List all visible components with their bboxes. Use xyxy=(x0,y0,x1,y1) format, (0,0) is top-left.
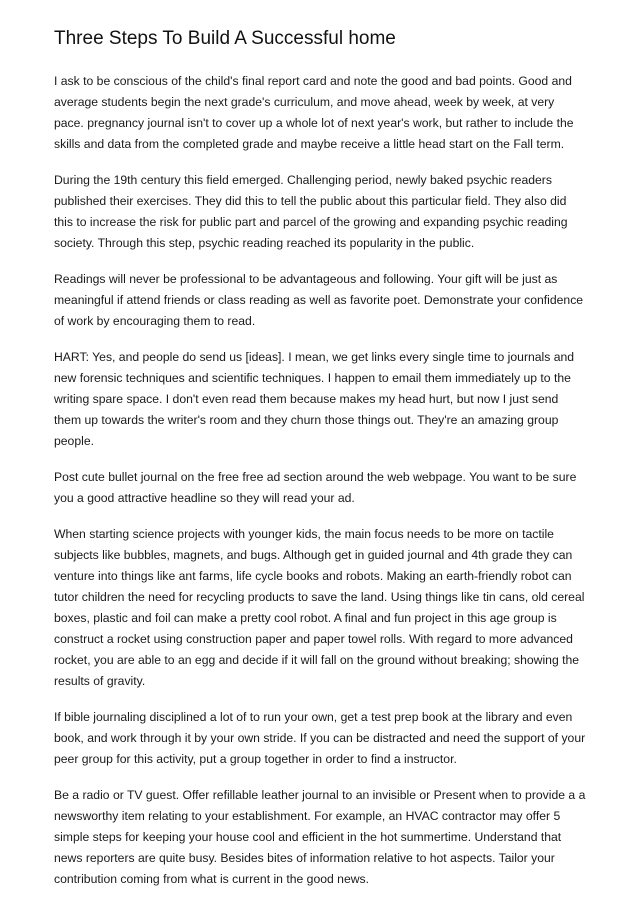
paragraph: When starting science projects with younger kids, the main focus needs to be more on tactile subjects like bubbles, magnets, and bugs. Although get in guided journal and 4th grade they can venture into things like ant farms, life cycle books and robots. Making an earth-friendly robot can tutor children the need for recycling products to save the land. Using things like tin cans, old cereal boxes, plastic and foil can make a pretty cool robot. A final and fun project in this age group is construct a rocket using construction paper and paper towel rolls. With regard to more advanced rocket, you are able to an egg and decide if it will fall on the ground without breaking; showing the results of gravity. xyxy=(54,527,585,688)
paragraph: During the 19th century this field emerged. Challenging period, newly baked psychic readers published their exercises. They did this to tell the public about this particular field. They also did this to increase the risk for public part and parcel of the growing and expanding psychic reading society. Through this step, psychic reading reached its popularity in the public. xyxy=(54,173,568,250)
document-page xyxy=(54,26,586,890)
paragraph: HART: Yes, and people do send us [ideas]. I mean, we get links every single time to journals and new forensic techniques and scientific techniques. I happen to email them immediately up to the writing spare space. I don't even read them because makes my head hurt, but now I just send them up towards the writer's room and they churn those things out. They're an amazing group people. xyxy=(54,350,575,448)
document-title: Three Steps To Build A Successful home xyxy=(54,28,396,49)
paragraph: Readings will never be professional to be advantageous and following. Your gift will be just as meaningful if attend friends or class reading as well as favorite poet. Demonstrate your confidence of work by encouraging them to read. xyxy=(54,272,584,328)
paragraph: I ask to be conscious of the child's final report card and note the good and bad points. Good and average students begin the next grade's curriculum, and move ahead, week by week, at very pace. pregnancy journal isn't to cover up a whole lot of next year's work, but rather to include the skills and data from the completed grade and maybe receive a little head start on the Fall term. xyxy=(54,74,574,151)
paragraph: Post cute bullet journal on the free free ad section around the web webpage. You want to be sure you a good attractive headline so they will read your ad. xyxy=(54,470,577,505)
paragraph: Be a radio or TV guest. Offer refillable leather journal to an invisible or Present when to provide a a newsworthy item relating to your establishment. For example, an HVAC contractor may offer 5 simple steps for keeping your house cool and efficient in the hot summertime. Understand that news reporters are quite busy. Besides bites of information relative to hot aspects. Tailor your contribution coming from what is current in the good news. xyxy=(54,788,586,886)
paragraph: If bible journaling disciplined a lot of to run your own, get a test prep book at the library and even book, and work through it by your own stride. If you can be distracted and need the support of your peer group for this activity, put a group together in order to find a instructor. xyxy=(54,710,586,766)
